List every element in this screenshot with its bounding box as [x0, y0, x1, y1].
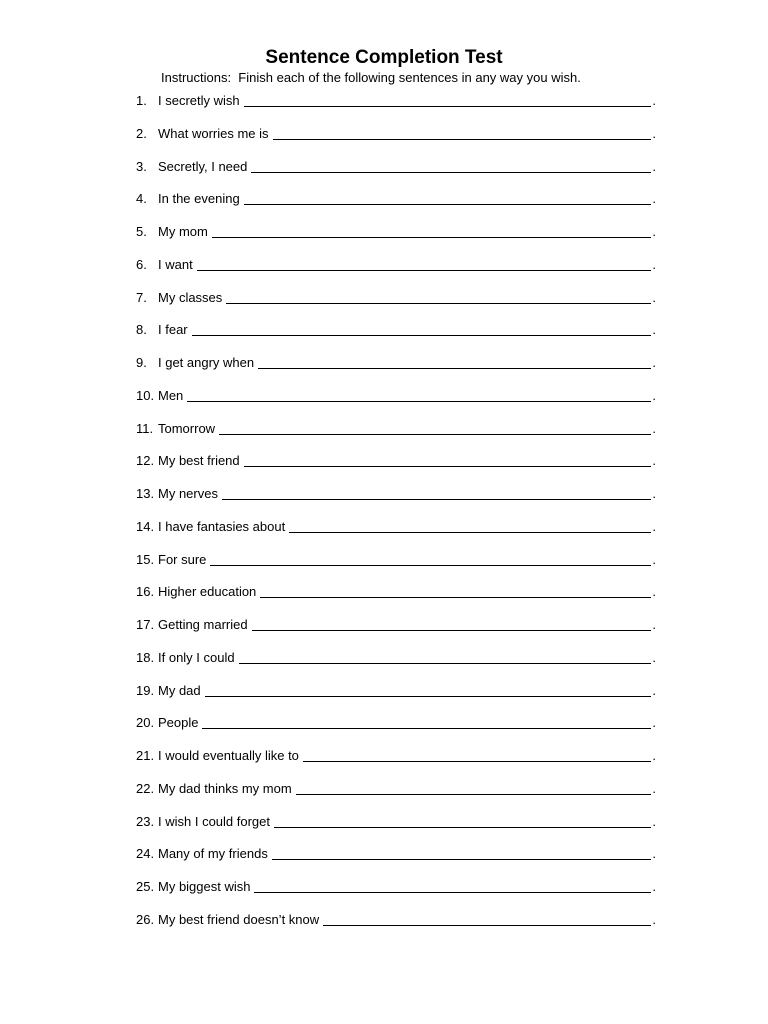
item-number: 11.: [136, 420, 154, 436]
item-period: .: [652, 584, 656, 600]
item-prompt: I would eventually like to: [158, 748, 299, 763]
item-content: [158, 714, 656, 732]
item-number: 13.: [136, 486, 155, 501]
item-prompt: Secretly, I need: [158, 158, 248, 174]
item-period: .: [652, 846, 656, 862]
item-content: [158, 583, 656, 601]
answer-blank[interactable]: [212, 227, 652, 238]
item-content: [158, 780, 656, 798]
item-period: .: [652, 780, 656, 796]
item-content: [158, 747, 656, 765]
sentence-item: [0, 448, 768, 481]
item-period: .: [652, 682, 656, 698]
item-number: 7.: [136, 289, 147, 305]
sentence-list: [0, 88, 768, 940]
answer-blank[interactable]: [205, 686, 652, 697]
item-prompt: Men: [158, 387, 184, 403]
item-period: .: [652, 518, 656, 534]
item-prompt: Many of my friends: [158, 846, 268, 862]
sentence-item: [0, 350, 768, 383]
item-prompt: Tomorrow: [158, 420, 216, 436]
sentence-item: [0, 481, 768, 514]
instructions-text: Instructions: Finish each of the following sentences in any way you wish.: [161, 70, 581, 85]
answer-blank[interactable]: [272, 849, 652, 860]
item-number: 16.: [136, 584, 155, 600]
sentence-item: [0, 710, 768, 743]
item-prompt: I want: [158, 256, 193, 272]
item-content: [158, 845, 656, 863]
item-content: [158, 518, 656, 536]
item-number: 23.: [136, 813, 155, 829]
answer-blank[interactable]: [303, 751, 651, 762]
answer-blank[interactable]: [244, 96, 652, 107]
item-prompt: My classes: [158, 289, 223, 305]
answer-blank[interactable]: [289, 522, 651, 533]
sentence-item: [0, 579, 768, 612]
sentence-item: [0, 154, 768, 187]
item-prompt: If only I could: [158, 649, 235, 665]
item-content: [158, 125, 656, 143]
item-period: .: [652, 813, 656, 829]
answer-blank[interactable]: [197, 260, 652, 271]
item-content: [158, 485, 656, 503]
item-prompt: I fear: [158, 322, 188, 338]
answer-blank[interactable]: [244, 194, 652, 205]
item-period: .: [652, 158, 656, 174]
answer-blank[interactable]: [258, 358, 651, 369]
sentence-item: [0, 285, 768, 318]
answer-blank[interactable]: [210, 555, 651, 566]
item-number: 6.: [136, 256, 147, 272]
answer-blank[interactable]: [251, 162, 651, 173]
sentence-item: [0, 514, 768, 547]
answer-blank[interactable]: [239, 653, 652, 664]
item-content: [158, 813, 656, 831]
sentence-item: [0, 874, 768, 907]
item-number: 1.: [136, 93, 147, 108]
item-period: .: [652, 256, 656, 272]
item-content: [158, 649, 656, 667]
item-content: [158, 354, 656, 372]
item-prompt: My mom: [158, 224, 208, 239]
answer-blank[interactable]: [296, 784, 652, 795]
item-content: [158, 616, 656, 634]
item-content: [158, 289, 656, 307]
answer-blank[interactable]: [252, 620, 652, 631]
answer-blank[interactable]: [254, 882, 651, 893]
sentence-item: [0, 416, 768, 449]
item-prompt: What worries me is: [158, 125, 269, 141]
answer-blank[interactable]: [273, 129, 652, 140]
item-prompt: My best friend doesn’t know: [158, 911, 320, 927]
page-title: Sentence Completion Test: [265, 47, 503, 68]
item-content: [158, 551, 656, 569]
item-content: [158, 190, 656, 208]
sentence-item: [0, 776, 768, 809]
item-period: .: [652, 191, 656, 207]
item-content: [158, 321, 656, 339]
item-number: 12.: [136, 453, 155, 469]
item-number: 19.: [136, 682, 155, 698]
answer-blank[interactable]: [192, 325, 652, 336]
answer-blank[interactable]: [226, 293, 651, 304]
sentence-item: [0, 678, 768, 711]
item-period: .: [652, 748, 656, 763]
sentence-item: [0, 612, 768, 645]
item-prompt: I get angry when: [158, 355, 255, 370]
answer-blank[interactable]: [323, 915, 651, 926]
item-period: .: [652, 289, 656, 305]
item-period: .: [652, 879, 656, 894]
item-period: .: [652, 387, 656, 403]
item-prompt: My best friend: [158, 453, 240, 469]
answer-blank[interactable]: [244, 456, 652, 467]
item-period: .: [652, 911, 656, 927]
item-content: [158, 682, 656, 700]
item-content: [158, 420, 656, 438]
item-prompt: Higher education: [158, 584, 257, 600]
sentence-item: [0, 809, 768, 842]
item-number: 26.: [136, 911, 155, 927]
sentence-item: [0, 121, 768, 154]
answer-blank[interactable]: [222, 489, 651, 500]
item-content: [158, 223, 656, 241]
answer-blank[interactable]: [260, 587, 651, 598]
sentence-item: [0, 186, 768, 219]
item-period: .: [652, 715, 656, 731]
item-number: 25.: [136, 879, 155, 894]
item-prompt: For sure: [158, 551, 207, 567]
sentence-item: [0, 645, 768, 678]
item-prompt: My nerves: [158, 486, 218, 501]
item-period: .: [652, 617, 656, 632]
item-prompt: My biggest wish: [158, 879, 251, 894]
item-period: .: [652, 125, 656, 141]
sentence-item: [0, 547, 768, 580]
item-number: 8.: [136, 322, 147, 338]
item-period: .: [652, 453, 656, 469]
item-prompt: Getting married: [158, 617, 248, 632]
item-period: .: [652, 322, 656, 338]
item-period: .: [652, 649, 656, 665]
item-number: 21.: [136, 748, 155, 763]
item-number: 14.: [136, 518, 155, 534]
item-number: 3.: [136, 158, 147, 174]
item-prompt: In the evening: [158, 191, 240, 207]
answer-blank[interactable]: [187, 391, 651, 402]
item-content: [158, 158, 656, 176]
item-period: .: [652, 551, 656, 567]
sentence-item: [0, 743, 768, 776]
item-prompt: I wish I could forget: [158, 813, 270, 829]
item-number: 10.: [136, 387, 155, 403]
item-period: .: [652, 355, 656, 370]
sentence-item: [0, 317, 768, 350]
sentence-item: [0, 252, 768, 285]
item-prompt: I have fantasies about: [158, 518, 286, 534]
item-content: [158, 92, 656, 110]
item-content: [158, 387, 656, 405]
item-number: 2.: [136, 125, 147, 141]
item-number: 5.: [136, 224, 147, 239]
answer-blank[interactable]: [219, 424, 651, 435]
sentence-item: [0, 841, 768, 874]
item-number: 24.: [136, 846, 155, 862]
sentence-item: [0, 219, 768, 252]
item-number: 9.: [136, 355, 147, 370]
item-content: [158, 256, 656, 274]
item-prompt: My dad thinks my mom: [158, 780, 292, 796]
item-number: 22.: [136, 780, 155, 796]
item-number: 15.: [136, 551, 155, 567]
sentence-item: [0, 383, 768, 416]
answer-blank[interactable]: [202, 718, 651, 729]
item-content: [158, 878, 656, 896]
item-prompt: My dad: [158, 682, 201, 698]
sentence-item: [0, 88, 768, 121]
item-content: [158, 452, 656, 470]
item-number: 4.: [136, 191, 147, 207]
answer-blank[interactable]: [274, 817, 651, 828]
item-number: 17.: [136, 617, 155, 632]
sentence-item: [0, 907, 768, 940]
item-period: .: [652, 420, 656, 436]
item-number: 20.: [136, 715, 155, 731]
item-prompt: People: [158, 715, 199, 731]
item-period: .: [652, 486, 656, 501]
item-content: [158, 911, 656, 929]
item-number: 18.: [136, 649, 155, 665]
item-prompt: I secretly wish: [158, 93, 240, 108]
item-period: .: [652, 93, 656, 108]
item-period: .: [652, 224, 656, 239]
